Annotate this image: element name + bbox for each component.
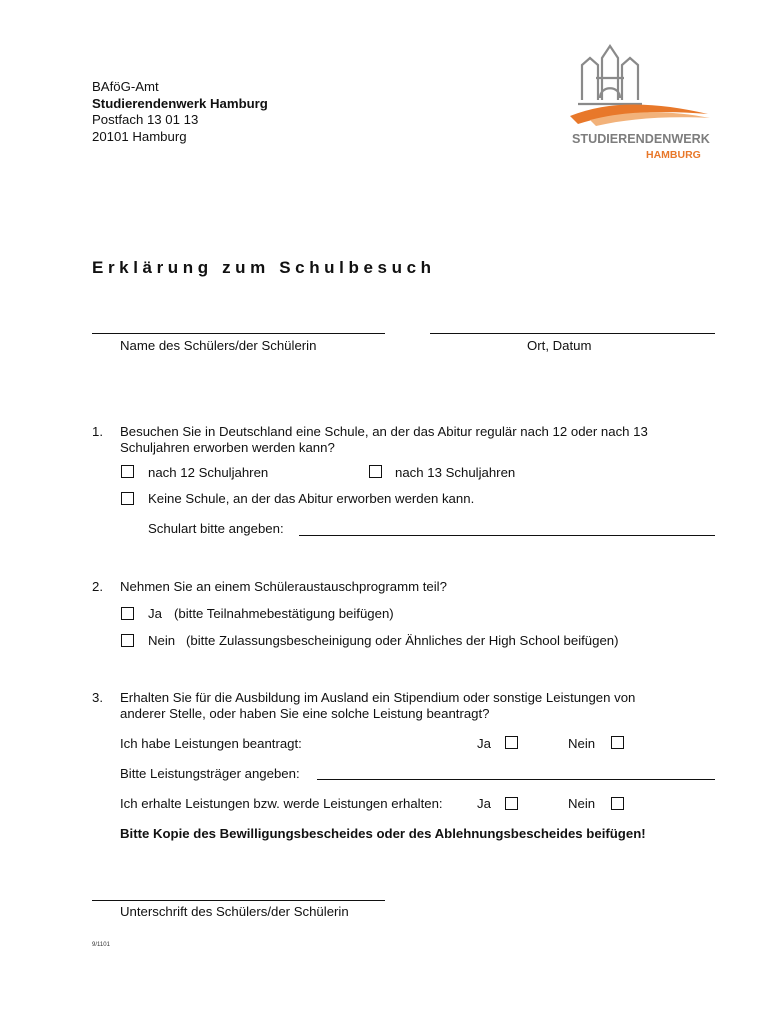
q2-no-checkbox[interactable] (121, 634, 134, 647)
q3-receive-yes-checkbox[interactable] (505, 797, 518, 810)
logo-city-text: HAMBURG (646, 149, 701, 161)
form-code: 9/1101 (92, 942, 110, 948)
q1-number: 1. (92, 424, 103, 439)
address-line-organization: Studierendenwerk Hamburg (92, 95, 268, 111)
q1-13-years-checkbox[interactable] (369, 465, 382, 478)
q3-provider-field[interactable] (317, 779, 715, 780)
signature-field-line[interactable] (92, 900, 385, 901)
q3-text-line2: anderer Stelle, oder haben Sie eine solche Leistung beantragt? (120, 706, 490, 721)
q2-number: 2. (92, 579, 103, 594)
q1-school-type-label: Schulart bitte angeben: (148, 521, 284, 536)
address-line-pobox: Postfach 13 01 13 (92, 112, 199, 127)
q2-no-label: Nein (148, 633, 176, 648)
q2-yes-label: Ja (148, 606, 162, 621)
address-line-office: BAföG-Amt (92, 79, 159, 94)
page-title: Erklärung zum Schulbesuch (92, 258, 436, 277)
castle-logo-icon (560, 40, 720, 165)
q3-applied-label: Ich habe Leistungen beantragt: (120, 736, 302, 751)
q2-text: Nehmen Sie an einem Schüleraustauschprogramm teil? (120, 579, 447, 594)
q2-yes-note: (bitte Teilnahmebestätigung beifügen) (174, 606, 394, 621)
name-field-label: Name des Schülers/der Schülerin (120, 338, 317, 353)
q3-text (120, 690, 635, 722)
q3-applied-no-label: Nein (568, 736, 596, 751)
q1-text (120, 424, 648, 456)
q1-12-years-checkbox[interactable] (121, 465, 134, 478)
q3-receive-label: Ich erhalte Leistungen bzw. werde Leistungen erhalten: (120, 796, 443, 811)
q3-attachment-note: Bitte Kopie des Bewilligungsbescheides oder des Ablehnungsbescheides beifügen! (120, 826, 646, 841)
q3-receive-no-checkbox[interactable] (611, 797, 624, 810)
q3-receive-no-label: Nein (568, 796, 596, 811)
q1-13-years-label: nach 13 Schuljahren (395, 465, 516, 480)
q1-text-line2: Schuljahren erworben werden kann? (120, 440, 335, 455)
q3-text-line1: Erhalten Sie für die Ausbildung im Ausland ein Stipendium oder sonstige Leistungen von (120, 690, 636, 705)
recipient-address (92, 79, 268, 145)
logo-name-text: STUDIERENDENWERK (572, 132, 710, 146)
place-date-field-label: Ort, Datum (527, 338, 592, 353)
q2-no-note: (bitte Zulassungsbescheinigung oder Ähnliches der High School beifügen) (186, 633, 619, 648)
place-date-field-line[interactable] (430, 333, 715, 334)
name-field-line[interactable] (92, 333, 385, 334)
q3-number: 3. (92, 690, 103, 705)
q3-receive-yes-label: Ja (477, 796, 491, 811)
q1-school-type-field[interactable] (299, 535, 715, 536)
q3-provider-label: Bitte Leistungsträger angeben: (120, 766, 300, 781)
q3-applied-no-checkbox[interactable] (611, 736, 624, 749)
studierendenwerk-logo (560, 40, 720, 165)
q1-12-years-label: nach 12 Schuljahren (148, 465, 269, 480)
address-line-city: 20101 Hamburg (92, 128, 187, 144)
q1-no-school-checkbox[interactable] (121, 492, 134, 505)
q1-text-line1: Besuchen Sie in Deutschland eine Schule, an der das Abitur regulär nach 12 oder nach 13 (120, 424, 648, 439)
signature-field-label: Unterschrift des Schülers/der Schülerin (120, 904, 349, 919)
q3-applied-yes-label: Ja (477, 736, 491, 751)
q1-no-school-label: Keine Schule, an der das Abitur erworben werden kann. (148, 491, 475, 506)
q3-applied-yes-checkbox[interactable] (505, 736, 518, 749)
q2-yes-checkbox[interactable] (121, 607, 134, 620)
